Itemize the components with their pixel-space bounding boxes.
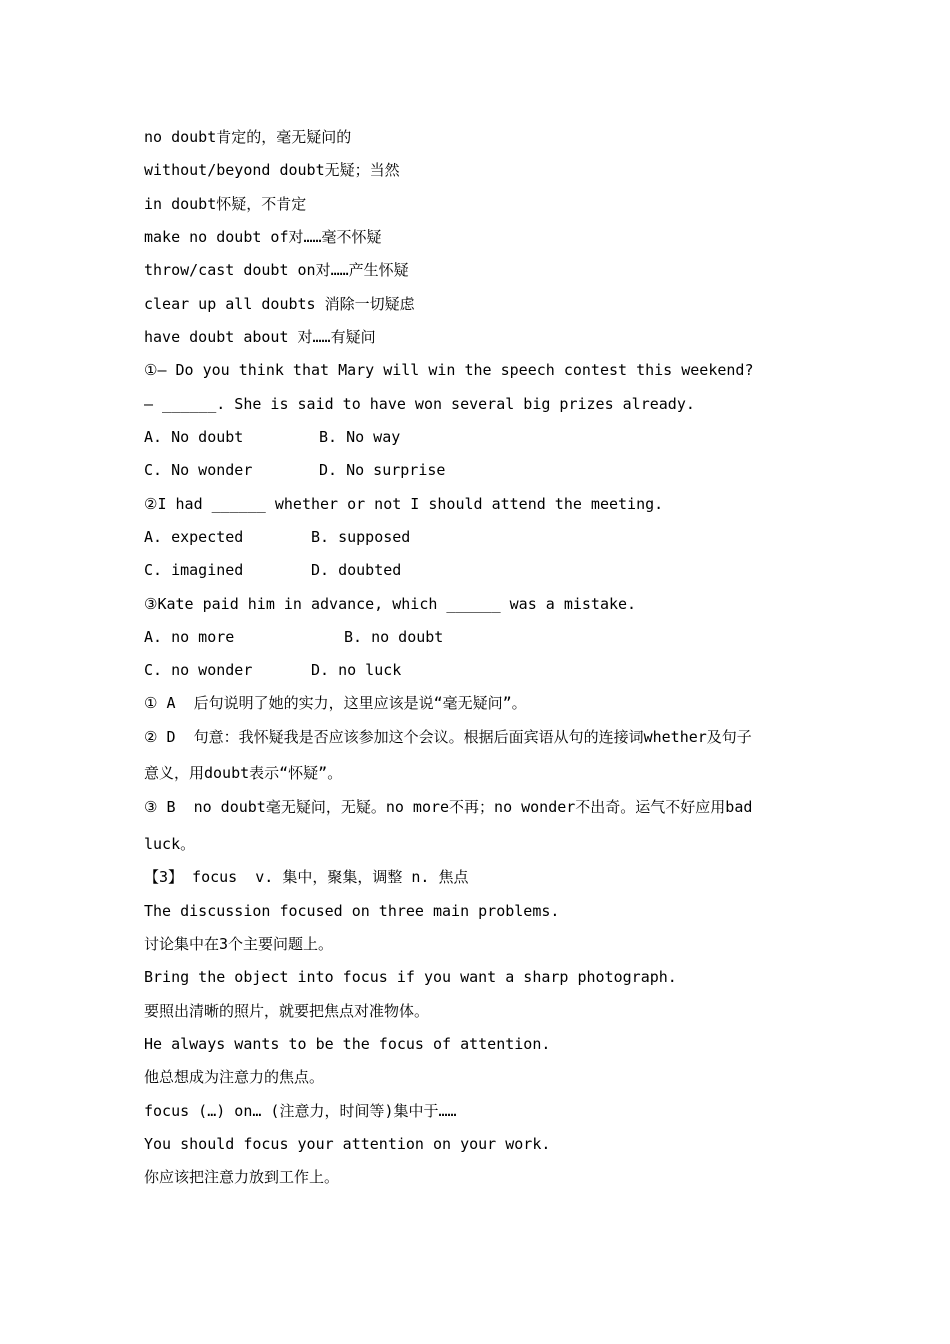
q2-option-a: A. expected: [144, 528, 244, 546]
answer-2: ② D 句意：我怀疑我是否应该参加这个会议。根据后面宾语从句的连接词whether及句子: [144, 728, 752, 746]
phrase-focus-on: focus (…) on… (注意力，时间等)集中于……: [144, 1102, 457, 1120]
question-3: ③Kate paid him in advance, which ______ was a mistake.: [144, 595, 637, 613]
phrase-without-doubt: without/beyond doubt无疑；当然: [144, 161, 400, 179]
example-3-zh: 他总想成为注意力的焦点。: [144, 1068, 325, 1086]
q3-option-d: D. no luck: [311, 661, 402, 679]
phrase-have-doubt: have doubt about 对……有疑问: [144, 328, 376, 346]
q3-option-c: C. no wonder: [144, 661, 253, 679]
section-heading-focus: 【3】 focus v. 集中，聚集，调整 n. 焦点: [144, 868, 469, 886]
answer-1: ① A 后句说明了她的实力，这里应该是说“毫无疑问”。: [144, 694, 527, 712]
q1-option-a: A. No doubt: [144, 428, 244, 446]
example-1-zh: 讨论集中在3个主要问题上。: [144, 935, 334, 953]
q3-option-a: A. no more: [144, 628, 235, 646]
q2-option-d: D. doubted: [311, 561, 402, 579]
q1-option-d: D. No surprise: [319, 461, 446, 479]
phrase-no-doubt: no doubt肯定的，毫无疑问的: [144, 128, 352, 146]
q2-option-c: C. imagined: [144, 561, 244, 579]
example-4-en: You should focus your attention on your work.: [144, 1135, 551, 1153]
q1-option-c: C. No wonder: [144, 461, 253, 479]
answer-3-cont: luck。: [144, 835, 196, 853]
question-2: ②I had ______ whether or not I should attend the meeting.: [144, 495, 664, 513]
answer-2-cont: 意义，用doubt表示“怀疑”。: [144, 764, 343, 782]
example-2-en: Bring the object into focus if you want a sharp photograph.: [144, 968, 677, 986]
example-3-en: He always wants to be the focus of attention.: [144, 1035, 551, 1053]
example-1-en: The discussion focused on three main problems.: [144, 902, 560, 920]
answer-3: ③ B no doubt毫无疑问，无疑。no more不再；no wonder不出奇。运气不好应用bad: [144, 798, 753, 816]
question-1-response: — ______. She is said to have won several big prizes already.: [144, 395, 695, 413]
q1-option-b: B. No way: [319, 428, 401, 446]
q2-option-b: B. supposed: [311, 528, 411, 546]
phrase-in-doubt: in doubt怀疑，不肯定: [144, 195, 307, 213]
example-4-zh: 你应该把注意力放到工作上。: [144, 1168, 340, 1186]
phrase-clear-up-doubts: clear up all doubts 消除一切疑虑: [144, 295, 415, 313]
question-1: ①— Do you think that Mary will win the speech contest this weekend?: [144, 361, 754, 379]
example-2-zh: 要照出清晰的照片，就要把焦点对准物体。: [144, 1002, 430, 1020]
phrase-make-no-doubt: make no doubt of对……毫不怀疑: [144, 228, 382, 246]
q3-option-b: B. no doubt: [344, 628, 444, 646]
phrase-cast-doubt: throw/cast doubt on对……产生怀疑: [144, 261, 409, 279]
